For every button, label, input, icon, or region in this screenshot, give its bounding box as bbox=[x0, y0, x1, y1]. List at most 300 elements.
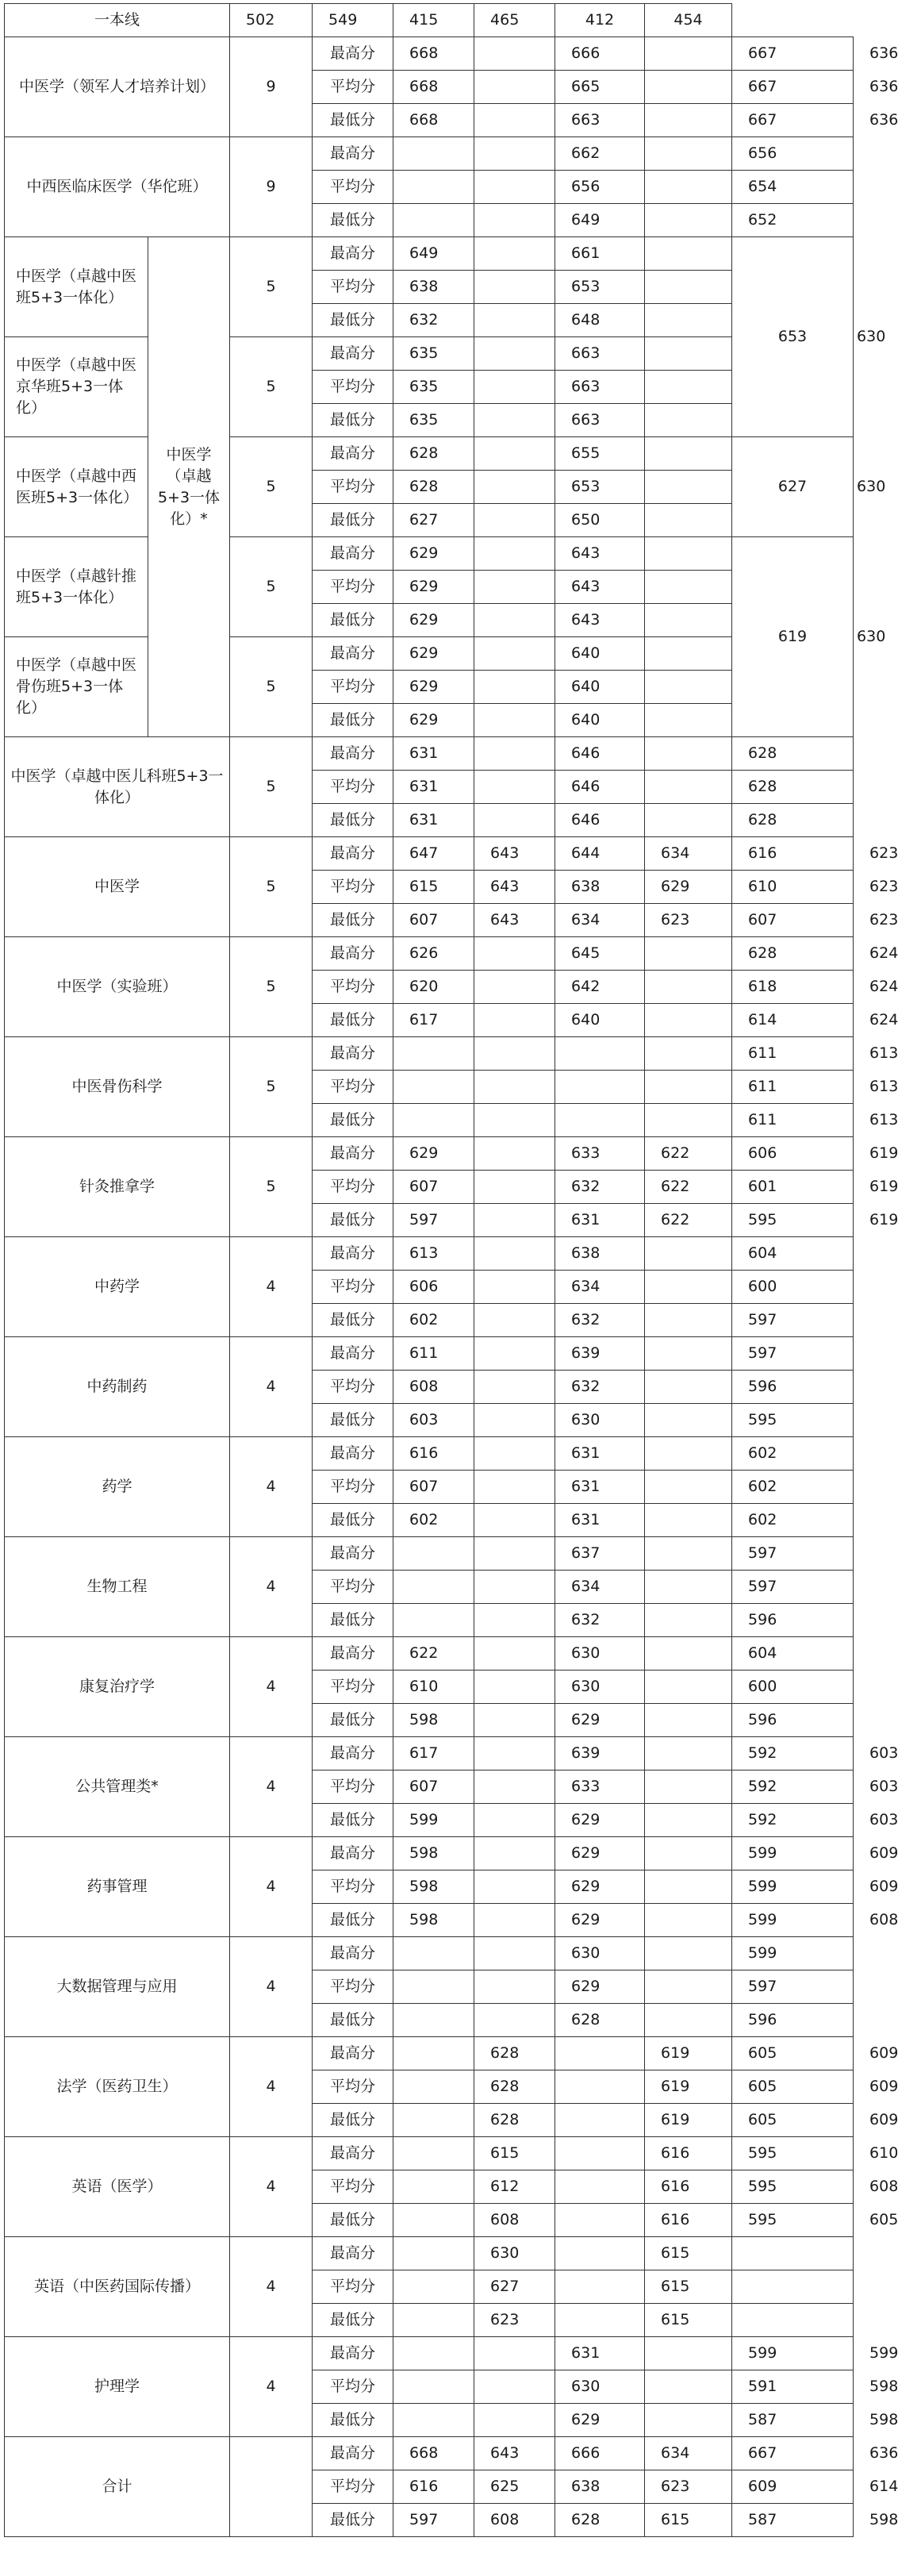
study-years: 4 bbox=[230, 1737, 313, 1837]
stat-label: 最高分 bbox=[313, 437, 393, 471]
score-cell: 605 bbox=[732, 2070, 854, 2104]
score-cell: 610 bbox=[393, 1671, 474, 1704]
score-cell bbox=[645, 2404, 732, 2437]
score-cell bbox=[393, 2104, 474, 2137]
stat-label: 最低分 bbox=[313, 104, 393, 137]
score-cell: 640 bbox=[555, 1004, 645, 1037]
score-cell: 634 bbox=[555, 1571, 645, 1604]
major-name: 中药制药 bbox=[5, 1337, 230, 1437]
score-cell bbox=[393, 1037, 474, 1071]
score-cell: 629 bbox=[393, 571, 474, 604]
score-cell: 632 bbox=[555, 1171, 645, 1204]
score-cell bbox=[645, 604, 732, 637]
score-cell: 592 bbox=[732, 1771, 854, 1804]
score-cell: 616 bbox=[732, 837, 854, 871]
table-row bbox=[5, 1937, 854, 1970]
score-cell bbox=[393, 2337, 474, 2370]
table-row: 平均分 598 629 599 609 bbox=[5, 1870, 854, 1904]
table-row: 平均分 607 633 592 603 bbox=[5, 1771, 854, 1804]
score-cell bbox=[393, 2237, 474, 2270]
table-row bbox=[5, 4, 854, 37]
table-row: 护理学 4 最高分 631 599 599 bbox=[5, 2337, 854, 2370]
score-cell: 622 bbox=[393, 1637, 474, 1671]
stat-label: 最高分 bbox=[313, 1437, 393, 1471]
major-name: 英语（中医药国际传播） bbox=[5, 2237, 230, 2337]
score-cell: 603 bbox=[393, 1404, 474, 1437]
score-cell: 631 bbox=[555, 1204, 645, 1237]
score-cell: 592 bbox=[732, 1804, 854, 1837]
score-cell bbox=[645, 137, 732, 171]
major-name: 中医学（卓越针推班5+3一体化） bbox=[5, 537, 148, 637]
score-cell: 617 bbox=[393, 1004, 474, 1037]
score-cell: 629 bbox=[393, 537, 474, 571]
score-cell bbox=[474, 2004, 555, 2037]
score-cell: 615 bbox=[645, 2237, 732, 2270]
score-cell: 628 bbox=[732, 937, 854, 971]
score-cell bbox=[645, 171, 732, 204]
stat-label: 最高分 bbox=[313, 2337, 393, 2370]
score-cell: 606 bbox=[732, 1137, 854, 1171]
score-cell bbox=[732, 2304, 854, 2337]
table-row: 平均分 611 613 bbox=[5, 1071, 854, 1104]
stat-label: 最低分 bbox=[313, 1504, 393, 1537]
score-cell bbox=[474, 704, 555, 737]
score-cell bbox=[474, 537, 555, 571]
score-cell: 668 bbox=[393, 71, 474, 104]
table-row: 最低分 629 587 598 bbox=[5, 2404, 854, 2437]
score-cell: 650 bbox=[555, 504, 645, 537]
score-cell bbox=[474, 937, 555, 971]
table-row: 平均分 616 625 638 623 609 614 bbox=[5, 2470, 854, 2504]
score-cell: 608 bbox=[474, 2204, 555, 2237]
score-cell bbox=[474, 2404, 555, 2437]
score-cell: 608 bbox=[474, 2504, 555, 2537]
score-cell: 656 bbox=[555, 171, 645, 204]
score-cell bbox=[393, 2304, 474, 2337]
table-row bbox=[5, 1537, 854, 1571]
table-row bbox=[5, 337, 854, 371]
score-cell bbox=[645, 2004, 732, 2037]
stat-label: 最高分 bbox=[313, 2437, 393, 2470]
score-cell: 606 bbox=[393, 1271, 474, 1304]
score-cell: 620 bbox=[393, 971, 474, 1004]
score-cell: 652 bbox=[732, 204, 854, 237]
score-cell: 627 bbox=[393, 504, 474, 537]
score-cell: 631 bbox=[555, 1504, 645, 1537]
score-cell bbox=[732, 2270, 854, 2304]
score-cell: 609 bbox=[732, 2470, 854, 2504]
score-cell bbox=[393, 2404, 474, 2437]
score-cell: 630 bbox=[474, 2237, 555, 2270]
stat-label: 最低分 bbox=[313, 704, 393, 737]
score-cell bbox=[645, 1904, 732, 1937]
score-cell: 639 bbox=[555, 1737, 645, 1771]
score-cell bbox=[645, 1771, 732, 1804]
score-cell: 610 bbox=[732, 871, 854, 904]
score-cell: 647 bbox=[393, 837, 474, 871]
score-cell: 666 bbox=[555, 37, 645, 71]
score-cell bbox=[474, 1970, 555, 2004]
major-name: 中医学（卓越中医儿科班5+3一体化） bbox=[5, 737, 230, 837]
score-cell bbox=[645, 2370, 732, 2404]
score-cell: 632 bbox=[555, 1604, 645, 1637]
study-years: 5 bbox=[230, 537, 313, 637]
stat-label: 平均分 bbox=[313, 971, 393, 1004]
score-cell bbox=[474, 1271, 555, 1304]
score-cell bbox=[474, 1604, 555, 1637]
score-cell: 628 bbox=[732, 804, 854, 837]
stat-label: 最低分 bbox=[313, 2504, 393, 2537]
score-cell: 600 bbox=[732, 1671, 854, 1704]
major-name: 中医学（卓越中医班5+3一体化） bbox=[5, 237, 148, 337]
score-cell: 667 bbox=[732, 71, 854, 104]
score-cell bbox=[645, 1271, 732, 1304]
score-cell bbox=[393, 2204, 474, 2237]
score-cell: 628 bbox=[555, 2004, 645, 2037]
score-cell bbox=[393, 2137, 474, 2170]
stat-label: 最低分 bbox=[313, 1904, 393, 1937]
stat-label: 最低分 bbox=[313, 2004, 393, 2037]
score-cell: 629 bbox=[393, 1137, 474, 1171]
stat-label: 最低分 bbox=[313, 1704, 393, 1737]
score-cell: 628 bbox=[732, 771, 854, 804]
score-cell bbox=[393, 2004, 474, 2037]
study-years: 5 bbox=[230, 737, 313, 837]
study-years: 4 bbox=[230, 2037, 313, 2137]
score-cell: 597 bbox=[393, 2504, 474, 2537]
score-cell: 668 bbox=[393, 37, 474, 71]
score-cell: 629 bbox=[393, 704, 474, 737]
score-cell: 640 bbox=[555, 671, 645, 704]
score-cell: 596 bbox=[732, 2004, 854, 2037]
score-cell: 596 bbox=[732, 1371, 854, 1404]
score-cell: 638 bbox=[555, 871, 645, 904]
table-row: 平均分 607 632 622 601 619 bbox=[5, 1171, 854, 1204]
score-cell bbox=[393, 1071, 474, 1104]
table-row bbox=[5, 1337, 854, 1371]
stat-label: 最低分 bbox=[313, 404, 393, 437]
score-cell: 619 bbox=[645, 2037, 732, 2070]
score-cell: 602 bbox=[732, 1437, 854, 1471]
first-tier-value: 415 bbox=[393, 4, 474, 37]
score-cell: 630 bbox=[555, 1671, 645, 1704]
score-cell: 597 bbox=[393, 1204, 474, 1237]
score-cell: 665 bbox=[555, 71, 645, 104]
table-row: 平均分 628 619 605 609 bbox=[5, 2070, 854, 2104]
score-cell bbox=[474, 971, 555, 1004]
score-cell bbox=[555, 2137, 645, 2170]
major-name: 合计 bbox=[5, 2437, 230, 2537]
merged-score: 653 bbox=[732, 237, 854, 437]
score-cell: 654 bbox=[732, 171, 854, 204]
score-cell bbox=[645, 537, 732, 571]
score-cell: 615 bbox=[474, 2137, 555, 2170]
score-cell: 656 bbox=[732, 137, 854, 171]
major-name: 中药学 bbox=[5, 1237, 230, 1337]
score-cell: 631 bbox=[393, 771, 474, 804]
score-cell: 667 bbox=[732, 104, 854, 137]
stat-label: 最高分 bbox=[313, 637, 393, 671]
major-name: 中医学（领军人才培养计划） bbox=[5, 37, 230, 137]
score-cell bbox=[645, 37, 732, 71]
score-cell bbox=[645, 1637, 732, 1671]
score-cell bbox=[393, 171, 474, 204]
score-cell: 635 bbox=[393, 404, 474, 437]
study-years: 5 bbox=[230, 1037, 313, 1137]
score-cell: 607 bbox=[732, 904, 854, 937]
study-years: 4 bbox=[230, 2137, 313, 2237]
table-row: 最低分 599 629 592 603 bbox=[5, 1804, 854, 1837]
score-cell: 628 bbox=[555, 2504, 645, 2537]
score-cell: 630 bbox=[555, 1404, 645, 1437]
score-cell: 616 bbox=[645, 2170, 732, 2204]
score-cell: 628 bbox=[474, 2104, 555, 2137]
score-cell: 642 bbox=[555, 971, 645, 1004]
score-cell: 643 bbox=[474, 2437, 555, 2470]
stat-label: 最高分 bbox=[313, 37, 393, 71]
stat-label: 最高分 bbox=[313, 837, 393, 871]
stat-label: 平均分 bbox=[313, 1271, 393, 1304]
score-cell: 646 bbox=[555, 804, 645, 837]
score-cell: 616 bbox=[645, 2137, 732, 2170]
table-row: 最低分 597 631 622 595 619 bbox=[5, 1204, 854, 1237]
score-cell: 595 bbox=[732, 2204, 854, 2237]
score-cell bbox=[645, 1671, 732, 1704]
stat-label: 平均分 bbox=[313, 1771, 393, 1804]
score-cell bbox=[393, 1604, 474, 1637]
score-cell bbox=[645, 1237, 732, 1271]
score-cell bbox=[474, 304, 555, 337]
score-cell bbox=[645, 1604, 732, 1637]
score-cell: 646 bbox=[555, 771, 645, 804]
first-tier-value: 465 bbox=[474, 4, 555, 37]
table-row: 中医学（卓越中医班5+3一体化） 中医学（卓越5+3一体化）* 5 最高分 649 661 653 630 bbox=[5, 237, 854, 271]
major-name: 中医学（卓越中医京华班5+3一体化） bbox=[5, 337, 148, 437]
score-cell: 646 bbox=[555, 737, 645, 771]
stat-label: 最高分 bbox=[313, 1737, 393, 1771]
score-cell: 598 bbox=[393, 1704, 474, 1737]
score-cell: 605 bbox=[732, 2104, 854, 2137]
score-cell: 587 bbox=[732, 2404, 854, 2437]
stat-label: 平均分 bbox=[313, 2070, 393, 2104]
score-cell bbox=[474, 437, 555, 471]
table-row bbox=[5, 2237, 854, 2270]
score-cell: 626 bbox=[393, 937, 474, 971]
table-row bbox=[5, 1237, 854, 1271]
major-name: 中医学（实验班） bbox=[5, 937, 230, 1037]
score-cell: 602 bbox=[393, 1504, 474, 1537]
stat-label: 最高分 bbox=[313, 2037, 393, 2070]
score-cell: 597 bbox=[732, 1537, 854, 1571]
score-cell bbox=[645, 71, 732, 104]
score-cell: 597 bbox=[732, 1337, 854, 1371]
score-cell: 599 bbox=[732, 1837, 854, 1870]
score-cell: 667 bbox=[732, 37, 854, 71]
score-cell: 598 bbox=[393, 1904, 474, 1937]
stat-label: 最低分 bbox=[313, 2204, 393, 2237]
score-cell bbox=[645, 1071, 732, 1104]
score-cell: 602 bbox=[732, 1504, 854, 1537]
first-tier-value: 502 bbox=[230, 4, 313, 37]
score-cell: 615 bbox=[645, 2270, 732, 2304]
study-years: 5 bbox=[230, 837, 313, 937]
table-row: 中医学（实验班） 5 最高分 626 645 628 624 bbox=[5, 937, 854, 971]
score-cell: 643 bbox=[555, 571, 645, 604]
score-cell bbox=[555, 2170, 645, 2204]
score-cell: 597 bbox=[732, 1304, 854, 1337]
score-cell bbox=[645, 571, 732, 604]
score-cell: 631 bbox=[393, 804, 474, 837]
score-cell bbox=[645, 804, 732, 837]
stat-label: 最低分 bbox=[313, 504, 393, 537]
score-cell: 629 bbox=[645, 871, 732, 904]
major-name: 中医学 bbox=[5, 837, 230, 937]
score-cell: 602 bbox=[732, 1471, 854, 1504]
stat-label: 平均分 bbox=[313, 471, 393, 504]
table-row bbox=[5, 737, 854, 771]
score-cell bbox=[645, 1804, 732, 1837]
score-cell bbox=[393, 1937, 474, 1970]
score-cell: 613 bbox=[393, 1237, 474, 1271]
score-cell: 643 bbox=[474, 871, 555, 904]
stat-label: 最高分 bbox=[313, 337, 393, 371]
major-name: 护理学 bbox=[5, 2337, 230, 2437]
score-cell: 596 bbox=[732, 1604, 854, 1637]
score-cell bbox=[474, 471, 555, 504]
score-cell: 618 bbox=[732, 971, 854, 1004]
major-name: 法学（医药卫生） bbox=[5, 2037, 230, 2137]
score-cell: 595 bbox=[732, 2170, 854, 2204]
stat-label: 最高分 bbox=[313, 2137, 393, 2170]
major-name: 中西医临床医学（华佗班） bbox=[5, 137, 230, 237]
score-cell bbox=[393, 1104, 474, 1137]
score-cell bbox=[645, 1704, 732, 1737]
score-cell bbox=[645, 204, 732, 237]
score-cell: 629 bbox=[555, 1804, 645, 1837]
score-cell: 597 bbox=[732, 1571, 854, 1604]
table-row: 中医学 5 最高分 647 643 644 634 616 623 bbox=[5, 837, 854, 871]
score-cell bbox=[474, 1171, 555, 1204]
score-cell: 631 bbox=[555, 1437, 645, 1471]
stat-label: 最高分 bbox=[313, 1637, 393, 1671]
stat-label: 最高分 bbox=[313, 2237, 393, 2270]
score-cell: 592 bbox=[732, 1737, 854, 1771]
score-cell bbox=[393, 2170, 474, 2204]
stat-label: 最高分 bbox=[313, 237, 393, 271]
score-cell: 599 bbox=[732, 1870, 854, 1904]
score-cell: 663 bbox=[555, 371, 645, 404]
score-cell bbox=[645, 1504, 732, 1537]
stat-label: 最高分 bbox=[313, 1337, 393, 1371]
table-row: 最低分 611 613 bbox=[5, 1104, 854, 1137]
score-cell: 615 bbox=[393, 871, 474, 904]
score-cell: 634 bbox=[555, 1271, 645, 1304]
score-cell bbox=[645, 1304, 732, 1337]
table-row: 合计 最高分 668 643 666 634 667 636 bbox=[5, 2437, 854, 2470]
major-name: 公共管理类* bbox=[5, 1737, 230, 1837]
score-cell bbox=[645, 1870, 732, 1904]
stat-label: 最高分 bbox=[313, 1237, 393, 1271]
score-cell: 614 bbox=[732, 1004, 854, 1037]
score-cell: 622 bbox=[645, 1171, 732, 1204]
score-cell: 598 bbox=[393, 1837, 474, 1870]
score-cell bbox=[474, 2337, 555, 2370]
major-name: 中医骨伤科学 bbox=[5, 1037, 230, 1137]
major-name: 生物工程 bbox=[5, 1537, 230, 1637]
score-cell bbox=[555, 1071, 645, 1104]
score-cell bbox=[645, 504, 732, 537]
stat-label: 最高分 bbox=[313, 737, 393, 771]
study-years: 5 bbox=[230, 237, 313, 337]
score-cell bbox=[474, 1870, 555, 1904]
score-cell bbox=[645, 771, 732, 804]
score-cell bbox=[474, 1937, 555, 1970]
table-row: 平均分 612 616 595 608 bbox=[5, 2170, 854, 2204]
score-cell bbox=[645, 1004, 732, 1037]
score-cell: 643 bbox=[555, 604, 645, 637]
table-row: 针灸推拿学 5 最高分 629 633 622 606 619 bbox=[5, 1137, 854, 1171]
score-cell bbox=[474, 271, 555, 304]
stat-label: 平均分 bbox=[313, 671, 393, 704]
score-cell bbox=[555, 2104, 645, 2137]
major-name: 康复治疗学 bbox=[5, 1637, 230, 1737]
stat-label: 平均分 bbox=[313, 1171, 393, 1204]
score-cell: 634 bbox=[645, 2437, 732, 2470]
score-cell bbox=[474, 1071, 555, 1104]
score-cell bbox=[393, 204, 474, 237]
score-cell bbox=[474, 604, 555, 637]
score-cell bbox=[645, 337, 732, 371]
first-tier-value: 412 bbox=[555, 4, 645, 37]
score-cell: 607 bbox=[393, 1471, 474, 1504]
score-cell: 630 bbox=[555, 2370, 645, 2404]
score-cell bbox=[645, 1937, 732, 1970]
score-cell bbox=[393, 2370, 474, 2404]
stat-label: 最低分 bbox=[313, 1404, 393, 1437]
score-cell: 663 bbox=[555, 404, 645, 437]
score-cell: 631 bbox=[555, 2337, 645, 2370]
study-years: 4 bbox=[230, 1237, 313, 1337]
score-cell: 611 bbox=[393, 1337, 474, 1371]
score-cell: 629 bbox=[555, 1870, 645, 1904]
score-cell: 668 bbox=[393, 104, 474, 137]
table-row: 公共管理类* 4 最高分 617 639 592 603 bbox=[5, 1737, 854, 1771]
score-cell bbox=[555, 2204, 645, 2237]
score-cell bbox=[555, 2304, 645, 2337]
score-cell bbox=[645, 637, 732, 671]
study-years: 9 bbox=[230, 37, 313, 137]
stat-label: 最高分 bbox=[313, 937, 393, 971]
merged-score: 619 bbox=[732, 537, 854, 737]
score-cell bbox=[474, 1504, 555, 1537]
score-cell bbox=[555, 2237, 645, 2270]
score-cell: 612 bbox=[474, 2170, 555, 2204]
score-cell bbox=[645, 371, 732, 404]
score-cell: 602 bbox=[393, 1304, 474, 1337]
table-row bbox=[5, 137, 854, 171]
major-name: 药事管理 bbox=[5, 1837, 230, 1937]
score-cell: 638 bbox=[555, 1237, 645, 1271]
score-cell: 591 bbox=[732, 2370, 854, 2404]
stat-label: 最低分 bbox=[313, 1604, 393, 1637]
score-cell bbox=[645, 2337, 732, 2370]
score-cell: 595 bbox=[732, 2137, 854, 2170]
score-cell: 596 bbox=[732, 1704, 854, 1737]
score-cell bbox=[645, 237, 732, 271]
stat-label: 平均分 bbox=[313, 1471, 393, 1504]
score-cell: 653 bbox=[555, 471, 645, 504]
score-cell: 637 bbox=[555, 1537, 645, 1571]
